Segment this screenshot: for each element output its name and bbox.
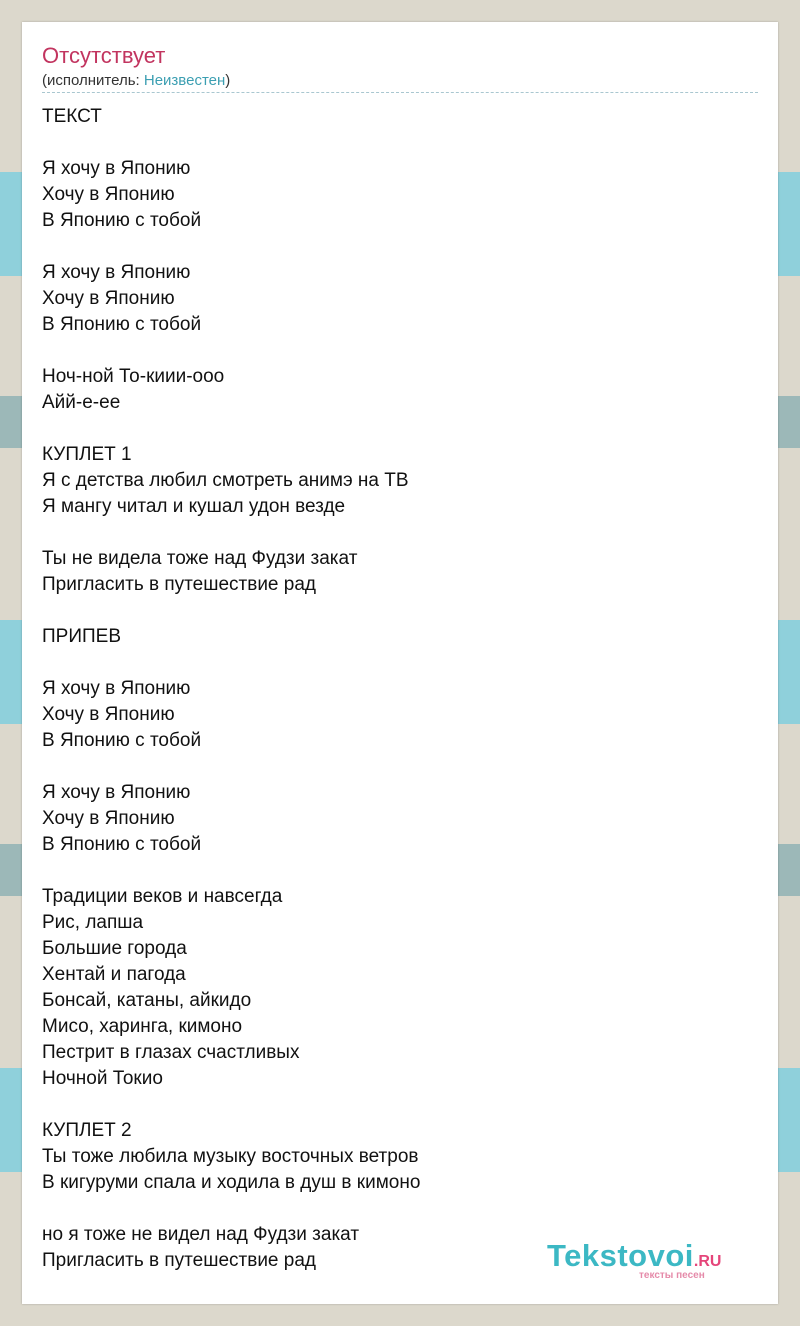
lyric-line: Хочу в Японию — [42, 184, 175, 205]
lyric-line — [42, 598, 758, 624]
lyrics-card — [22, 22, 778, 1304]
lyric-line — [42, 1092, 758, 1118]
lyric-line: Большие города — [42, 938, 187, 959]
lyric-line: Хентай и пагода — [42, 964, 186, 985]
lyric-line: ПРИПЕВ — [42, 626, 121, 647]
logo-tld: .RU — [693, 1253, 722, 1270]
lyric-line — [42, 1196, 758, 1222]
lyric-line: В Японию с тобой — [42, 834, 202, 855]
lyric-line: В Японию с тобой — [42, 210, 202, 231]
lyric-line: КУПЛЕТ 2 — [42, 1120, 132, 1141]
lyric-line — [42, 234, 758, 260]
lyric-line: но я тоже не видел над Фудзи закат — [42, 1224, 360, 1245]
tekstovoi-logo[interactable] — [547, 1238, 752, 1280]
lyric-line: Я хочу в Японию — [42, 782, 191, 803]
title-divider — [42, 92, 758, 93]
lyric-line: Я с детства любил смотреть анимэ на ТВ — [42, 470, 409, 491]
lyric-line: Бонсай, катаны, айкидо — [42, 990, 252, 1011]
lyric-line: В Японию с тобой — [42, 314, 202, 335]
lyric-line: Я хочу в Японию — [42, 262, 191, 283]
lyric-line — [42, 130, 758, 156]
lyric-line: КУПЛЕТ 1 — [42, 444, 132, 465]
lyric-line: Ты тоже любила музыку восточных ветров — [42, 1146, 419, 1167]
lyrics-text — [42, 104, 758, 1274]
lyric-line: Пестрит в глазах счастливых — [42, 1042, 300, 1063]
lyric-line: Я мангу читал и кушал удон везде — [42, 496, 346, 517]
lyric-line: В Японию с тобой — [42, 730, 202, 751]
lyric-line: Мисо, харинга, кимоно — [42, 1016, 243, 1037]
lyric-line: Ты не видела тоже над Фудзи закат — [42, 548, 358, 569]
lyric-line: Пригласить в путешествие рад — [42, 574, 316, 595]
lyric-line: Айй-е-ее — [42, 392, 121, 413]
lyric-line: Традиции веков и навсегда — [42, 886, 283, 907]
lyric-line — [42, 858, 758, 884]
lyric-line: Хочу в Японию — [42, 288, 175, 309]
lyric-line: Я хочу в Японию — [42, 158, 191, 179]
lyric-line — [42, 338, 758, 364]
lyric-line: Рис, лапша — [42, 912, 144, 933]
lyric-line: Я хочу в Японию — [42, 678, 191, 699]
lyric-line — [42, 520, 758, 546]
lyric-line: Ночной Токио — [42, 1068, 163, 1089]
logo-tagline: тексты песен — [639, 1270, 705, 1281]
performer-link[interactable]: Неизвестен — [143, 72, 226, 89]
lyric-line: Хочу в Японию — [42, 808, 175, 829]
performer-close: ) — [225, 72, 231, 89]
lyric-line — [42, 416, 758, 442]
lyric-line: ТЕКСТ — [42, 106, 102, 127]
lyric-line — [42, 650, 758, 676]
lyric-line: Ноч-ной То-киии-ооо — [42, 366, 225, 387]
lyric-line — [42, 754, 758, 780]
lyric-line: В кигуруми спала и ходила в душ в кимоно — [42, 1172, 421, 1193]
performer-label: (исполнитель: — [42, 72, 144, 89]
lyric-line: Хочу в Японию — [42, 704, 175, 725]
song-title: Отсутствует — [42, 43, 166, 68]
logo-name: Tekstovoi — [547, 1238, 694, 1273]
lyric-line: Пригласить в путешествие рад — [42, 1250, 316, 1271]
performer-line — [42, 72, 230, 89]
